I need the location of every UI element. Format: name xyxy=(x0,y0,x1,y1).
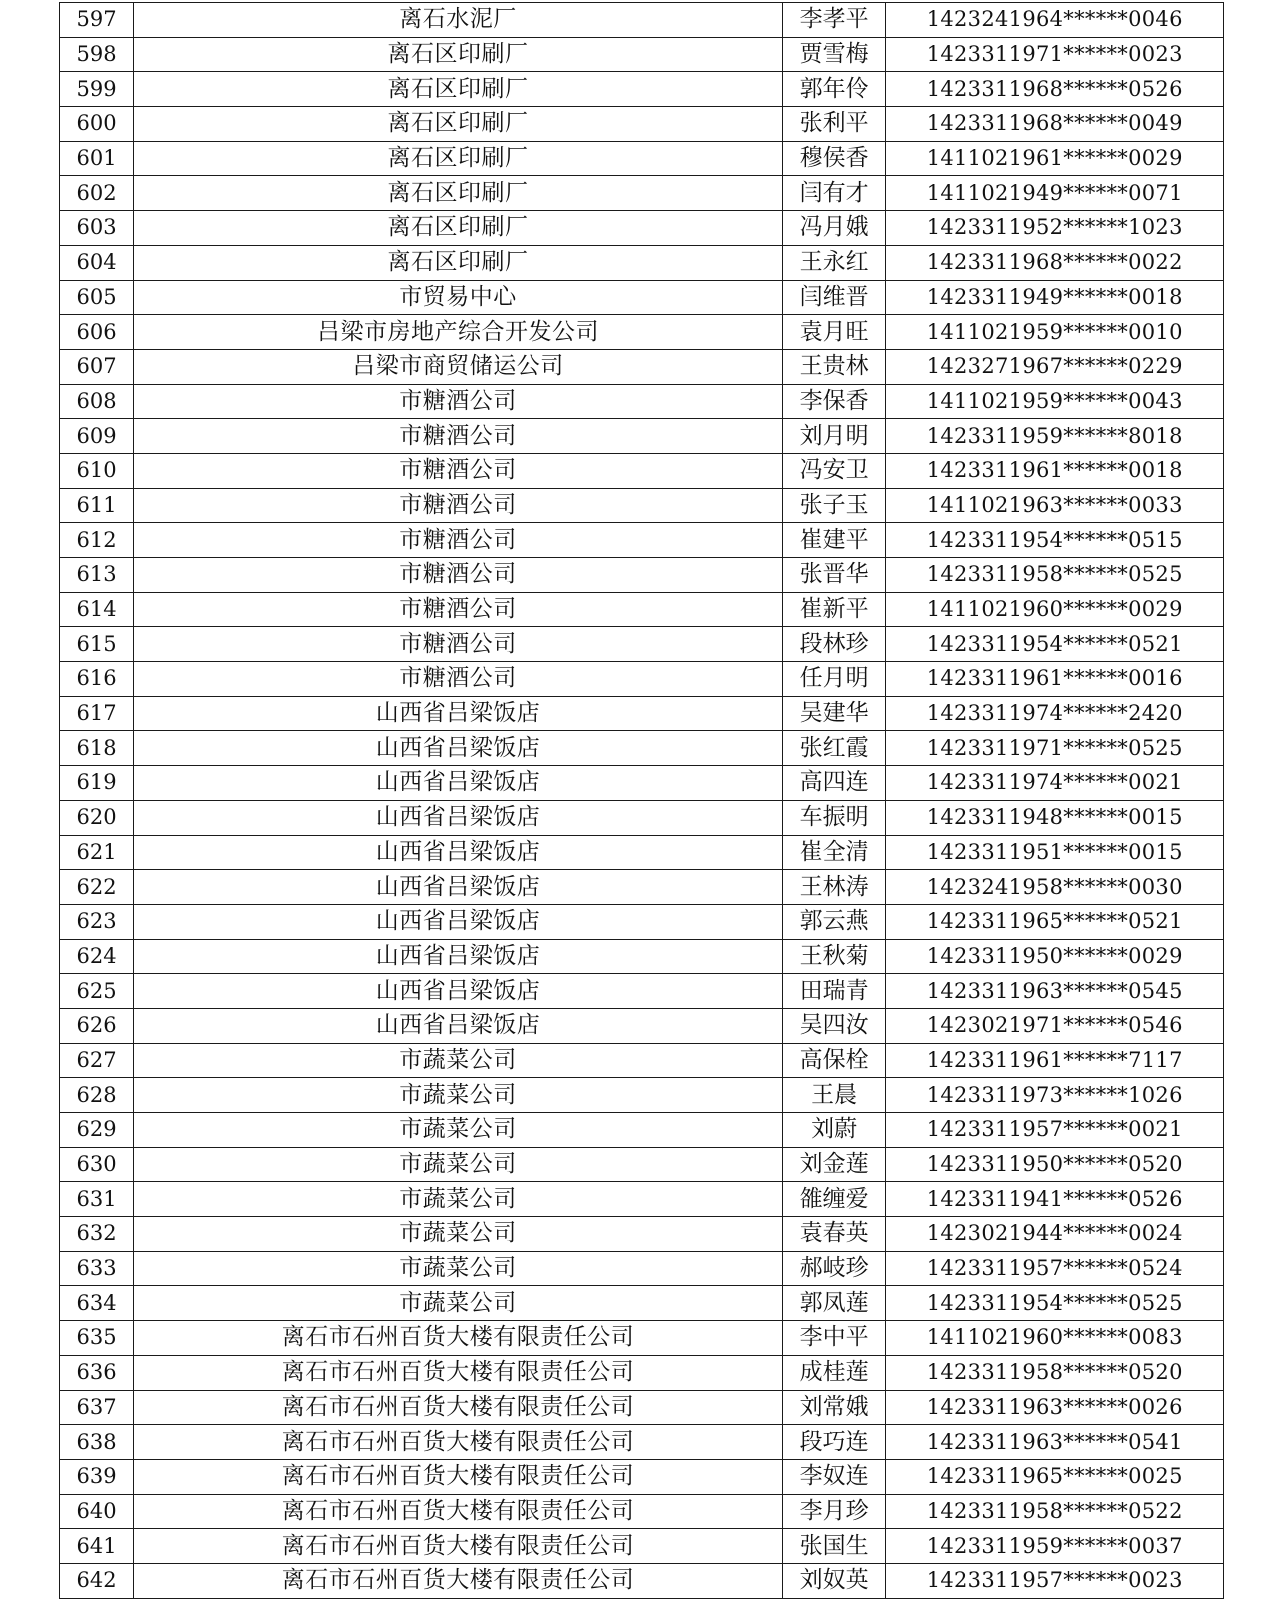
person-name-cell: 李保香 xyxy=(782,384,886,419)
id-number-cell: 1423241964******0046 xyxy=(886,3,1224,38)
work-unit-cell: 市糖酒公司 xyxy=(134,419,783,454)
person-name-cell: 郭云燕 xyxy=(782,904,886,939)
id-number-cell: 1411021959******0043 xyxy=(886,384,1224,419)
table-row xyxy=(60,141,1224,176)
id-number-cell: 1423311954******0515 xyxy=(886,523,1224,558)
row-number-cell: 598 xyxy=(60,37,134,72)
work-unit-cell: 市蔬菜公司 xyxy=(134,1113,783,1148)
table-row xyxy=(60,1390,1224,1425)
row-number-cell: 638 xyxy=(60,1425,134,1460)
id-number-cell: 1423311951******0015 xyxy=(886,835,1224,870)
person-name-cell: 高保栓 xyxy=(782,1043,886,1078)
person-name-cell: 段巧连 xyxy=(782,1425,886,1460)
table-row xyxy=(60,1529,1224,1564)
table-row xyxy=(60,1321,1224,1356)
table-row xyxy=(60,627,1224,662)
person-name-cell: 崔全清 xyxy=(782,835,886,870)
row-number-cell: 632 xyxy=(60,1217,134,1252)
id-number-cell: 1423311949******0018 xyxy=(886,280,1224,315)
id-number-cell: 1423311948******0015 xyxy=(886,800,1224,835)
person-name-cell: 王秋菊 xyxy=(782,939,886,974)
person-name-cell: 郭凤莲 xyxy=(782,1286,886,1321)
person-name-cell: 任月明 xyxy=(782,662,886,697)
work-unit-cell: 市蔬菜公司 xyxy=(134,1043,783,1078)
row-number-cell: 640 xyxy=(60,1494,134,1529)
id-number-cell: 1423311957******0524 xyxy=(886,1251,1224,1286)
id-number-cell: 1411021959******0010 xyxy=(886,315,1224,350)
table-row xyxy=(60,280,1224,315)
table-row xyxy=(60,176,1224,211)
table-row xyxy=(60,1008,1224,1043)
work-unit-cell: 市蔬菜公司 xyxy=(134,1251,783,1286)
table-row xyxy=(60,592,1224,627)
person-name-cell: 贾雪梅 xyxy=(782,37,886,72)
work-unit-cell: 市蔬菜公司 xyxy=(134,1078,783,1113)
row-number-cell: 630 xyxy=(60,1147,134,1182)
id-number-cell: 1423311961******0018 xyxy=(886,453,1224,488)
work-unit-cell: 山西省吕梁饭店 xyxy=(134,766,783,801)
work-unit-cell: 市蔬菜公司 xyxy=(134,1286,783,1321)
id-number-cell: 1423311950******0520 xyxy=(886,1147,1224,1182)
work-unit-cell: 市糖酒公司 xyxy=(134,627,783,662)
id-number-cell: 1423311963******0545 xyxy=(886,974,1224,1009)
table-row xyxy=(60,453,1224,488)
work-unit-cell: 山西省吕梁饭店 xyxy=(134,800,783,835)
row-number-cell: 607 xyxy=(60,349,134,384)
work-unit-cell: 离石市石州百货大楼有限责任公司 xyxy=(134,1321,783,1356)
work-unit-cell: 离石区印刷厂 xyxy=(134,37,783,72)
person-name-cell: 张晋华 xyxy=(782,558,886,593)
work-unit-cell: 市蔬菜公司 xyxy=(134,1182,783,1217)
table-row xyxy=(60,1043,1224,1078)
work-unit-cell: 离石市石州百货大楼有限责任公司 xyxy=(134,1425,783,1460)
id-number-cell: 1423311968******0022 xyxy=(886,245,1224,280)
row-number-cell: 633 xyxy=(60,1251,134,1286)
table-row xyxy=(60,696,1224,731)
work-unit-cell: 山西省吕梁饭店 xyxy=(134,939,783,974)
table-row xyxy=(60,1459,1224,1494)
row-number-cell: 617 xyxy=(60,696,134,731)
row-number-cell: 600 xyxy=(60,107,134,142)
person-name-cell: 王贵林 xyxy=(782,349,886,384)
person-name-cell: 闫维晋 xyxy=(782,280,886,315)
person-name-cell: 冯安卫 xyxy=(782,453,886,488)
person-name-cell: 段林珍 xyxy=(782,627,886,662)
row-number-cell: 637 xyxy=(60,1390,134,1425)
person-name-cell: 高四连 xyxy=(782,766,886,801)
table-row xyxy=(60,558,1224,593)
row-number-cell: 608 xyxy=(60,384,134,419)
work-unit-cell: 市糖酒公司 xyxy=(134,523,783,558)
person-name-cell: 袁月旺 xyxy=(782,315,886,350)
id-number-cell: 1423311958******0520 xyxy=(886,1355,1224,1390)
work-unit-cell: 吕梁市商贸储运公司 xyxy=(134,349,783,384)
row-number-cell: 628 xyxy=(60,1078,134,1113)
table-row xyxy=(60,974,1224,1009)
person-name-cell: 车振明 xyxy=(782,800,886,835)
row-number-cell: 604 xyxy=(60,245,134,280)
row-number-cell: 618 xyxy=(60,731,134,766)
work-unit-cell: 山西省吕梁饭店 xyxy=(134,974,783,1009)
work-unit-cell: 离石区印刷厂 xyxy=(134,72,783,107)
table-row xyxy=(60,107,1224,142)
work-unit-cell: 市糖酒公司 xyxy=(134,592,783,627)
person-name-cell: 王晨 xyxy=(782,1078,886,1113)
row-number-cell: 619 xyxy=(60,766,134,801)
id-number-cell: 1423311965******0025 xyxy=(886,1459,1224,1494)
id-number-cell: 1423311961******0016 xyxy=(886,662,1224,697)
table-row xyxy=(60,315,1224,350)
id-number-cell: 1423311952******1023 xyxy=(886,211,1224,246)
row-number-cell: 605 xyxy=(60,280,134,315)
id-number-cell: 1423311968******0049 xyxy=(886,107,1224,142)
person-name-cell: 吴建华 xyxy=(782,696,886,731)
work-unit-cell: 离石区印刷厂 xyxy=(134,141,783,176)
id-number-cell: 1423021944******0024 xyxy=(886,1217,1224,1252)
row-number-cell: 622 xyxy=(60,870,134,905)
work-unit-cell: 山西省吕梁饭店 xyxy=(134,870,783,905)
person-name-cell: 李月珍 xyxy=(782,1494,886,1529)
table-row xyxy=(60,3,1224,38)
work-unit-cell: 离石市石州百货大楼有限责任公司 xyxy=(134,1459,783,1494)
work-unit-cell: 市蔬菜公司 xyxy=(134,1147,783,1182)
id-number-cell: 1411021960******0029 xyxy=(886,592,1224,627)
id-number-cell: 1411021949******0071 xyxy=(886,176,1224,211)
work-unit-cell: 离石水泥厂 xyxy=(134,3,783,38)
id-number-cell: 1423311974******0021 xyxy=(886,766,1224,801)
person-name-cell: 王林涛 xyxy=(782,870,886,905)
person-name-cell: 刘月明 xyxy=(782,419,886,454)
person-name-cell: 李奴连 xyxy=(782,1459,886,1494)
table-row xyxy=(60,211,1224,246)
work-unit-cell: 吕梁市房地产综合开发公司 xyxy=(134,315,783,350)
row-number-cell: 634 xyxy=(60,1286,134,1321)
id-number-cell: 1411021963******0033 xyxy=(886,488,1224,523)
id-number-cell: 1423311958******0522 xyxy=(886,1494,1224,1529)
row-number-cell: 614 xyxy=(60,592,134,627)
id-number-cell: 1423311963******0541 xyxy=(886,1425,1224,1460)
row-number-cell: 612 xyxy=(60,523,134,558)
work-unit-cell: 山西省吕梁饭店 xyxy=(134,696,783,731)
row-number-cell: 623 xyxy=(60,904,134,939)
table-row xyxy=(60,1563,1224,1598)
id-number-cell: 1423311973******1026 xyxy=(886,1078,1224,1113)
person-name-cell: 崔建平 xyxy=(782,523,886,558)
id-number-cell: 1423021971******0546 xyxy=(886,1008,1224,1043)
row-number-cell: 603 xyxy=(60,211,134,246)
work-unit-cell: 山西省吕梁饭店 xyxy=(134,1008,783,1043)
person-name-cell: 成桂莲 xyxy=(782,1355,886,1390)
id-number-cell: 1423311954******0521 xyxy=(886,627,1224,662)
id-number-cell: 1423311971******0023 xyxy=(886,37,1224,72)
table-row xyxy=(60,766,1224,801)
table-row xyxy=(60,835,1224,870)
person-name-cell: 刘蔚 xyxy=(782,1113,886,1148)
person-name-cell: 田瑞青 xyxy=(782,974,886,1009)
person-name-cell: 穆侯香 xyxy=(782,141,886,176)
person-name-cell: 郝岐珍 xyxy=(782,1251,886,1286)
table-row xyxy=(60,870,1224,905)
work-unit-cell: 离石市石州百货大楼有限责任公司 xyxy=(134,1355,783,1390)
id-number-cell: 1423311965******0521 xyxy=(886,904,1224,939)
person-name-cell: 李中平 xyxy=(782,1321,886,1356)
person-name-cell: 张利平 xyxy=(782,107,886,142)
work-unit-cell: 山西省吕梁饭店 xyxy=(134,731,783,766)
row-number-cell: 641 xyxy=(60,1529,134,1564)
row-number-cell: 609 xyxy=(60,419,134,454)
person-name-cell: 王永红 xyxy=(782,245,886,280)
id-number-cell: 1411021961******0029 xyxy=(886,141,1224,176)
person-name-cell: 刘金莲 xyxy=(782,1147,886,1182)
id-number-cell: 1423311957******0021 xyxy=(886,1113,1224,1148)
row-number-cell: 611 xyxy=(60,488,134,523)
work-unit-cell: 市糖酒公司 xyxy=(134,662,783,697)
id-number-cell: 1423311974******2420 xyxy=(886,696,1224,731)
work-unit-cell: 离石区印刷厂 xyxy=(134,245,783,280)
person-name-cell: 吴四汝 xyxy=(782,1008,886,1043)
work-unit-cell: 离石区印刷厂 xyxy=(134,176,783,211)
person-name-cell: 张子玉 xyxy=(782,488,886,523)
row-number-cell: 639 xyxy=(60,1459,134,1494)
person-name-cell: 张红霞 xyxy=(782,731,886,766)
id-number-cell: 1423311941******0526 xyxy=(886,1182,1224,1217)
person-name-cell: 张国生 xyxy=(782,1529,886,1564)
row-number-cell: 616 xyxy=(60,662,134,697)
table-row xyxy=(60,1113,1224,1148)
row-number-cell: 624 xyxy=(60,939,134,974)
work-unit-cell: 山西省吕梁饭店 xyxy=(134,904,783,939)
table-row xyxy=(60,731,1224,766)
work-unit-cell: 市糖酒公司 xyxy=(134,384,783,419)
id-number-cell: 1423311959******8018 xyxy=(886,419,1224,454)
table-row xyxy=(60,1217,1224,1252)
table-row xyxy=(60,1147,1224,1182)
row-number-cell: 636 xyxy=(60,1355,134,1390)
table-row xyxy=(60,1182,1224,1217)
row-number-cell: 613 xyxy=(60,558,134,593)
row-number-cell: 601 xyxy=(60,141,134,176)
id-number-cell: 1423271967******0229 xyxy=(886,349,1224,384)
id-number-cell: 1423311954******0525 xyxy=(886,1286,1224,1321)
table-row xyxy=(60,245,1224,280)
table-row xyxy=(60,419,1224,454)
table-row xyxy=(60,939,1224,974)
id-number-cell: 1423311950******0029 xyxy=(886,939,1224,974)
id-number-cell: 1423241958******0030 xyxy=(886,870,1224,905)
table-row xyxy=(60,1251,1224,1286)
person-name-cell: 崔新平 xyxy=(782,592,886,627)
work-unit-cell: 离石市石州百货大楼有限责任公司 xyxy=(134,1563,783,1598)
table-row xyxy=(60,800,1224,835)
work-unit-cell: 市糖酒公司 xyxy=(134,453,783,488)
row-number-cell: 620 xyxy=(60,800,134,835)
row-number-cell: 606 xyxy=(60,315,134,350)
row-number-cell: 627 xyxy=(60,1043,134,1078)
work-unit-cell: 市糖酒公司 xyxy=(134,558,783,593)
work-unit-cell: 市糖酒公司 xyxy=(134,488,783,523)
work-unit-cell: 市贸易中心 xyxy=(134,280,783,315)
id-number-cell: 1423311971******0525 xyxy=(886,731,1224,766)
row-number-cell: 642 xyxy=(60,1563,134,1598)
row-number-cell: 599 xyxy=(60,72,134,107)
person-name-cell: 刘常娥 xyxy=(782,1390,886,1425)
table-row xyxy=(60,1494,1224,1529)
id-number-cell: 1423311957******0023 xyxy=(886,1563,1224,1598)
table-row xyxy=(60,349,1224,384)
row-number-cell: 621 xyxy=(60,835,134,870)
person-name-cell: 郭年伶 xyxy=(782,72,886,107)
table-row xyxy=(60,384,1224,419)
row-number-cell: 602 xyxy=(60,176,134,211)
person-name-cell: 李孝平 xyxy=(782,3,886,38)
table-row xyxy=(60,904,1224,939)
row-number-cell: 631 xyxy=(60,1182,134,1217)
row-number-cell: 610 xyxy=(60,453,134,488)
table-row xyxy=(60,1355,1224,1390)
id-number-cell: 1423311968******0526 xyxy=(886,72,1224,107)
table-row xyxy=(60,523,1224,558)
id-number-cell: 1423311961******7117 xyxy=(886,1043,1224,1078)
person-name-cell: 刘奴英 xyxy=(782,1563,886,1598)
id-number-cell: 1423311958******0525 xyxy=(886,558,1224,593)
table-row xyxy=(60,1286,1224,1321)
row-number-cell: 629 xyxy=(60,1113,134,1148)
table-row xyxy=(60,662,1224,697)
table-row xyxy=(60,72,1224,107)
table-row xyxy=(60,488,1224,523)
id-number-cell: 1423311963******0026 xyxy=(886,1390,1224,1425)
row-number-cell: 625 xyxy=(60,974,134,1009)
table-body xyxy=(60,3,1224,1599)
table-row xyxy=(60,1425,1224,1460)
work-unit-cell: 山西省吕梁饭店 xyxy=(134,835,783,870)
row-number-cell: 626 xyxy=(60,1008,134,1043)
work-unit-cell: 离石市石州百货大楼有限责任公司 xyxy=(134,1529,783,1564)
row-number-cell: 597 xyxy=(60,3,134,38)
work-unit-cell: 离石市石州百货大楼有限责任公司 xyxy=(134,1494,783,1529)
person-name-cell: 袁春英 xyxy=(782,1217,886,1252)
person-name-cell: 冯月娥 xyxy=(782,211,886,246)
id-number-cell: 1423311959******0037 xyxy=(886,1529,1224,1564)
id-number-cell: 1411021960******0083 xyxy=(886,1321,1224,1356)
work-unit-cell: 离石市石州百货大楼有限责任公司 xyxy=(134,1390,783,1425)
work-unit-cell: 市蔬菜公司 xyxy=(134,1217,783,1252)
table-row xyxy=(60,1078,1224,1113)
personnel-table xyxy=(59,2,1224,1599)
work-unit-cell: 离石区印刷厂 xyxy=(134,211,783,246)
work-unit-cell: 离石区印刷厂 xyxy=(134,107,783,142)
row-number-cell: 615 xyxy=(60,627,134,662)
table-row xyxy=(60,37,1224,72)
person-name-cell: 闫有才 xyxy=(782,176,886,211)
person-name-cell: 雒缠爱 xyxy=(782,1182,886,1217)
row-number-cell: 635 xyxy=(60,1321,134,1356)
